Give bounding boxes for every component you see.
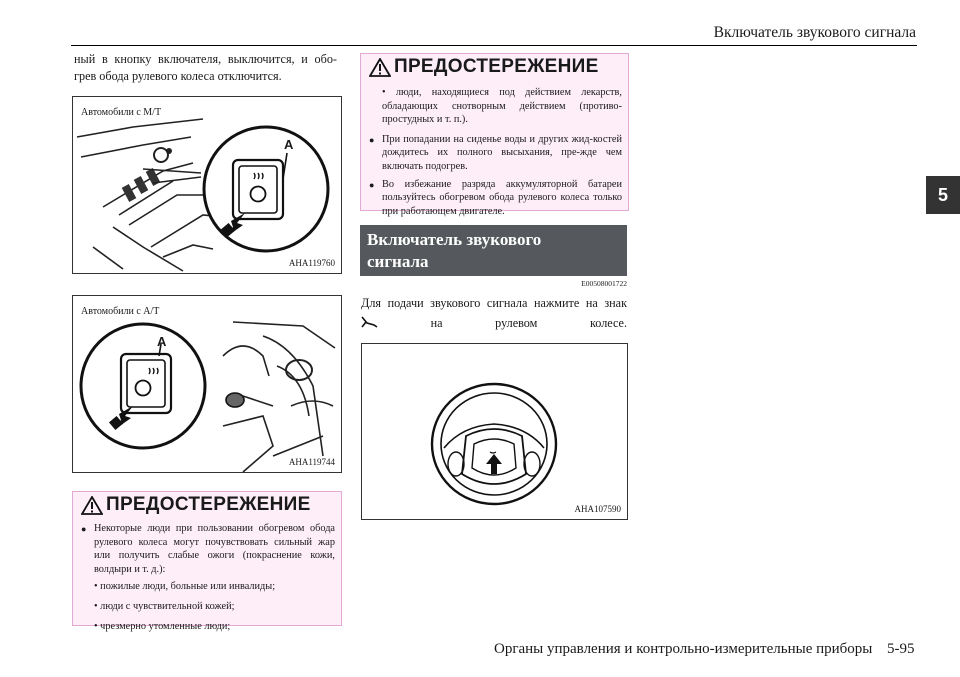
figure-at (72, 295, 342, 473)
warning-right-body (369, 86, 622, 222)
warning-left-bullet (81, 522, 335, 576)
warning-left-bullet-text: Некоторые люди при пользовании обогревом обода рулевого колеса могут почувствовать сильный жар или получить слабые ожоги (покраснение кожи, волдыри и т. д.): (94, 523, 335, 575)
warning-right-sub: • люди, находящиеся под действием лекарств, обладающих снотворным действием (противо-простудных и т. п.). (382, 87, 622, 126)
intro-line-2: грев обода рулевого колеса отключится. (74, 69, 282, 83)
warning-left-sub-3: • чрезмерно утомленные люди; (94, 620, 231, 632)
warning-right-bullet-1 (369, 133, 622, 174)
figure-mt-caption: Автомобили с M/T (81, 107, 162, 118)
warning-right-title-row (369, 56, 599, 78)
bullet-dot-icon: ● (81, 524, 87, 534)
warning-right-title: ПРЕДОСТЕРЕЖЕНИЕ (394, 56, 599, 77)
warning-left-title-row (81, 494, 311, 516)
bullet-dot-icon: ● (369, 134, 375, 145)
section-code: E00508001722 (581, 279, 627, 288)
figure-horn (361, 343, 628, 520)
warning-right-bullet-2 (369, 178, 622, 219)
figure-at-code: AHA119744 (288, 457, 335, 467)
switch-illustration-at (73, 296, 341, 472)
warning-left-title: ПРЕДОСТЕРЕЖЕНИЕ (106, 494, 311, 515)
footer-section-title: Органы управления и контрольно-измерительные приборы (494, 641, 873, 657)
horn-symbol-icon (361, 316, 378, 328)
bullet-dot-icon: ● (369, 179, 375, 190)
warning-triangle-icon (369, 58, 391, 77)
warning-left-sub-2: • люди с чувствительной кожей; (94, 600, 235, 612)
section-heading (360, 225, 627, 276)
section-title-line-2: сигнала (367, 252, 429, 271)
steering-wheel-illustration (362, 344, 627, 519)
figure-at-caption: Автомобили с A/T (81, 306, 160, 317)
horn-line-1: Для подачи звукового сигнала нажмите на знак (361, 296, 627, 310)
header-rule (71, 45, 917, 46)
page-number: 5-95 (887, 641, 915, 657)
figure-horn-code: AHA107590 (574, 504, 621, 514)
warning-right-bullet-2-text: Во избежание разряда аккумуляторной батареи пользуйтесь обогревом обода рулевого колеса только при работающем двигателе. (382, 178, 622, 217)
figure-mt (72, 96, 342, 274)
horn-line-2: на рулевом колесе. (430, 316, 628, 330)
chapter-tab: 5 (926, 176, 960, 214)
warning-right-bullet-1-text: При попадании на сиденье воды и других жид-костей дождитесь их полного высыхания, пре-жде чем включать подогрев. (382, 133, 622, 172)
warning-box-right (360, 53, 629, 217)
warning-left-sub-1: • пожилые люди, больные или инвалиды; (94, 581, 276, 593)
warning-box-left (72, 491, 342, 632)
horn-paragraph (361, 295, 627, 332)
warning-triangle-icon (81, 496, 103, 515)
warning-left-body (81, 522, 335, 639)
intro-paragraph (74, 51, 337, 85)
intro-line-1: ный в кнопку включателя, выключится, и обо- (74, 52, 337, 66)
figure-mt-callout: A (284, 137, 294, 152)
section-title-line-1: Включатель звукового (367, 230, 542, 249)
figure-mt-code: AHA119760 (288, 258, 335, 268)
switch-illustration-mt (73, 97, 341, 273)
figure-at-callout: A (157, 334, 167, 349)
running-header: Включатель звукового сигнала (713, 24, 916, 41)
horn-line-2-row (361, 315, 627, 332)
